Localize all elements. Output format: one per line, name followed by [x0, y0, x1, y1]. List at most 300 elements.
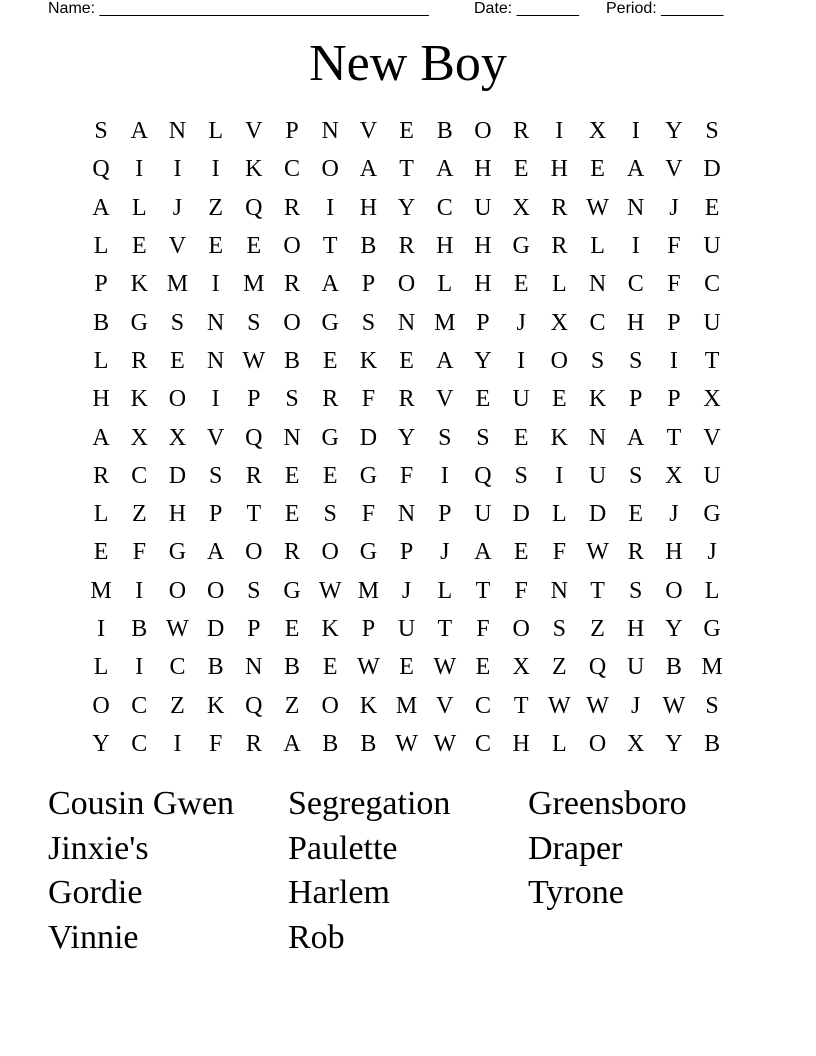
- grid-letter: E: [284, 501, 300, 528]
- grid-letter: R: [551, 233, 568, 260]
- grid-letter: W: [586, 539, 609, 566]
- grid-letter: D: [168, 462, 187, 489]
- grid-row: [82, 533, 732, 571]
- grid-letter: R: [245, 730, 262, 757]
- grid-letter: E: [322, 654, 338, 681]
- grid-row: [82, 112, 732, 150]
- grid-letter: X: [588, 118, 607, 145]
- grid-letter: W: [433, 654, 457, 681]
- grid-letter: A: [206, 539, 225, 566]
- grid-letter: N: [321, 118, 339, 145]
- grid-letter: L: [93, 654, 109, 681]
- grid-letter: S: [247, 309, 261, 336]
- grid-letter: F: [667, 233, 681, 260]
- grid-letter: E: [322, 347, 338, 374]
- grid-letter: H: [512, 730, 530, 757]
- grid-letter: P: [361, 271, 376, 298]
- grid-letter: G: [321, 309, 339, 336]
- grid-letter: O: [283, 233, 301, 260]
- grid-letter: S: [629, 462, 643, 489]
- grid-letter: H: [474, 156, 492, 183]
- word-bank-item: Harlem: [288, 874, 390, 912]
- grid-letter: U: [703, 462, 721, 489]
- word-bank: [48, 782, 768, 961]
- grid-letter: O: [397, 271, 416, 298]
- grid-letter: Z: [552, 654, 567, 681]
- grid-letter: R: [322, 386, 339, 413]
- grid-letter: A: [92, 194, 110, 221]
- grid-letter: G: [703, 616, 721, 642]
- grid-letter: N: [206, 347, 225, 374]
- grid-letter: O: [206, 577, 225, 604]
- grid-letter: W: [548, 692, 571, 719]
- grid-letter: O: [512, 616, 530, 642]
- grid-letter: D: [512, 501, 530, 528]
- grid-letter: H: [168, 501, 187, 528]
- word-bank-item: Cousin Gwen: [48, 785, 235, 822]
- grid-letter: G: [359, 539, 378, 566]
- grid-letter: E: [590, 156, 605, 183]
- grid-letter: Y: [397, 194, 416, 221]
- grid-letter: R: [284, 194, 301, 221]
- word-bank-item: Rob: [288, 919, 345, 957]
- grid-letter: C: [131, 692, 148, 719]
- grid-letter: R: [513, 118, 530, 145]
- grid-letter: Y: [397, 424, 416, 451]
- grid-letter: X: [550, 309, 569, 336]
- grid-letter: O: [245, 539, 263, 566]
- word-bank-item: Draper: [528, 829, 623, 867]
- grid-letter: Z: [131, 501, 147, 528]
- grid-letter: B: [93, 309, 110, 336]
- grid-letter: Z: [284, 692, 300, 719]
- grid-row: [82, 725, 732, 763]
- grid-letter: O: [92, 692, 110, 719]
- grid-letter: C: [589, 309, 606, 336]
- grid-letter: O: [474, 118, 492, 145]
- grid-letter: W: [662, 692, 686, 719]
- grid-letter: S: [705, 692, 719, 719]
- grid-letter: E: [513, 271, 529, 298]
- grid-letter: P: [247, 616, 261, 642]
- grid-letter: I: [135, 654, 144, 681]
- grid-letter: Y: [665, 616, 683, 642]
- grid-row: [82, 495, 732, 533]
- date-label: Date:: [474, 0, 513, 17]
- grid-letter: B: [360, 730, 377, 757]
- grid-letter: N: [397, 501, 416, 528]
- grid-letter: M: [701, 654, 723, 681]
- grid-row: [82, 686, 732, 724]
- grid-letter: O: [321, 539, 339, 566]
- grid-letter: I: [631, 118, 640, 145]
- grid-letter: O: [321, 156, 339, 183]
- grid-letter: V: [168, 233, 187, 260]
- grid-letter: U: [512, 386, 530, 413]
- grid-letter: O: [168, 577, 187, 604]
- grid-row: [82, 150, 732, 188]
- grid-letter: I: [211, 386, 220, 413]
- grid-letter: E: [208, 233, 223, 260]
- grid-letter: Z: [208, 194, 223, 221]
- grid-letter: E: [93, 539, 109, 566]
- grid-letter: L: [93, 233, 109, 260]
- grid-letter: S: [552, 616, 567, 642]
- grid-letter: E: [513, 539, 529, 566]
- word-bank-item: Gordie: [48, 874, 143, 912]
- grid-letter: Q: [245, 424, 263, 451]
- grid-letter: X: [512, 654, 530, 681]
- grid-letter: T: [590, 577, 605, 604]
- grid-letter: S: [476, 424, 490, 451]
- grid-letter: A: [474, 539, 492, 566]
- grid-letter: W: [586, 194, 609, 221]
- grid-letter: R: [284, 271, 301, 298]
- grid-letter: I: [211, 156, 220, 183]
- word-bank-item: Segregation: [288, 785, 451, 822]
- grid-letter: Y: [474, 347, 492, 374]
- grid-letter: C: [131, 462, 148, 489]
- grid-letter: R: [398, 233, 415, 260]
- grid-letter: Q: [92, 156, 110, 183]
- grid-letter: E: [475, 654, 491, 681]
- grid-letter: R: [131, 347, 148, 374]
- grid-letter: B: [207, 654, 224, 681]
- grid-letter: A: [627, 156, 645, 183]
- grid-letter: I: [440, 462, 449, 489]
- grid-letter: W: [166, 616, 189, 642]
- grid-letter: N: [283, 424, 301, 451]
- grid-letter: K: [359, 347, 378, 374]
- grid-letter: B: [436, 118, 453, 145]
- grid-letter: T: [399, 156, 414, 183]
- grid-letter: V: [703, 424, 721, 451]
- grid-letter: F: [552, 539, 567, 566]
- grid-letter: E: [322, 462, 338, 489]
- grid-letter: X: [168, 424, 187, 451]
- name-blank: _____________________________________: [99, 0, 429, 17]
- grid-letter: S: [629, 577, 643, 604]
- period-label: Period:: [606, 0, 657, 17]
- grid-letter: F: [514, 577, 528, 604]
- grid-letter: S: [705, 118, 719, 145]
- grid-letter: R: [627, 539, 644, 566]
- grid-letter: R: [284, 539, 301, 566]
- grid-letter: P: [667, 309, 681, 336]
- grid-letter: E: [475, 386, 491, 413]
- period-blank: _______: [661, 0, 724, 17]
- grid-letter: J: [516, 309, 526, 336]
- grid-letter: G: [130, 309, 148, 336]
- date-field: [474, 0, 579, 18]
- grid-letter: F: [361, 501, 376, 528]
- period-field: [606, 0, 723, 18]
- grid-letter: T: [437, 616, 453, 642]
- grid-letter: Y: [92, 730, 110, 757]
- grid-letter: E: [399, 118, 414, 145]
- grid-letter: V: [436, 386, 454, 413]
- grid-letter: A: [92, 424, 110, 451]
- grid-letter: O: [588, 730, 607, 757]
- grid-letter: P: [476, 309, 490, 336]
- grid-letter: J: [669, 501, 679, 528]
- grid-letter: I: [631, 233, 640, 260]
- grid-letter: E: [399, 654, 414, 681]
- grid-letter: E: [284, 462, 300, 489]
- grid-letter: B: [284, 347, 301, 374]
- grid-letter: O: [168, 386, 187, 413]
- grid-letter: L: [131, 194, 147, 221]
- word-bank-item: Tyrone: [528, 874, 624, 912]
- grid-letter: L: [93, 347, 109, 374]
- grid-letter: C: [474, 692, 491, 719]
- name-label: Name:: [48, 0, 96, 17]
- grid-letter: R: [398, 386, 415, 413]
- grid-letter: H: [550, 156, 569, 183]
- date-blank: _______: [516, 0, 579, 17]
- grid-letter: G: [703, 501, 721, 528]
- grid-row: [82, 457, 732, 495]
- grid-letter: Q: [245, 194, 263, 221]
- grid-letter: D: [703, 156, 721, 183]
- grid-letter: E: [552, 386, 567, 413]
- grid-row: [82, 303, 732, 341]
- grid-letter: B: [360, 233, 377, 260]
- grid-letter: F: [361, 386, 376, 413]
- grid-letter: C: [627, 271, 644, 298]
- word-bank-item: Greensboro: [528, 785, 687, 822]
- grid-letter: T: [666, 424, 682, 451]
- grid-letter: Z: [590, 616, 605, 642]
- grid-letter: O: [321, 692, 339, 719]
- grid-letter: A: [321, 271, 339, 298]
- grid-letter: X: [512, 194, 530, 221]
- grid-letter: S: [514, 462, 528, 489]
- grid-letter: I: [211, 271, 220, 298]
- grid-letter: C: [131, 730, 148, 757]
- word-bank-item: Paulette: [288, 829, 398, 867]
- grid-letter: S: [438, 424, 452, 451]
- grid-letter: W: [318, 577, 342, 604]
- grid-letter: P: [247, 386, 261, 413]
- grid-letter: R: [93, 462, 110, 489]
- grid-letter: W: [357, 654, 380, 681]
- grid-letter: K: [588, 386, 607, 413]
- grid-letter: X: [703, 386, 721, 413]
- grid-letter: C: [474, 730, 491, 757]
- grid-row: [82, 189, 732, 227]
- grid-letter: L: [437, 577, 453, 604]
- grid-letter: M: [357, 577, 380, 604]
- grid-letter: G: [321, 424, 339, 451]
- grid-letter: J: [631, 692, 641, 719]
- grid-letter: M: [90, 577, 112, 604]
- grid-letter: L: [590, 233, 605, 260]
- grid-letter: F: [399, 462, 414, 489]
- grid-letter: N: [588, 424, 607, 451]
- grid-letter: I: [97, 616, 106, 642]
- grid-letter: F: [208, 730, 223, 757]
- grid-letter: J: [440, 539, 450, 566]
- grid-row: [82, 380, 732, 418]
- grid-letter: E: [513, 424, 529, 451]
- grid-letter: L: [704, 577, 720, 604]
- grid-letter: R: [245, 462, 262, 489]
- grid-letter: O: [283, 309, 301, 336]
- grid-letter: F: [476, 616, 490, 642]
- grid-letter: P: [667, 386, 681, 413]
- grid-letter: P: [438, 501, 452, 528]
- grid-letter: K: [321, 616, 339, 642]
- grid-letter: H: [665, 539, 683, 566]
- grid-letter: L: [552, 501, 567, 528]
- grid-letter: V: [665, 156, 683, 183]
- grid-letter: D: [206, 616, 225, 642]
- grid-letter: U: [474, 194, 492, 221]
- grid-letter: N: [627, 194, 645, 221]
- grid-letter: T: [513, 692, 529, 719]
- grid-letter: K: [359, 692, 378, 719]
- grid-letter: O: [665, 577, 683, 604]
- grid-letter: Q: [474, 462, 492, 489]
- grid-letter: B: [665, 654, 682, 681]
- grid-row: [82, 418, 732, 456]
- grid-letter: E: [246, 233, 262, 260]
- grid-letter: T: [322, 233, 338, 260]
- grid-letter: D: [588, 501, 607, 528]
- grid-letter: T: [704, 347, 720, 374]
- grid-letter: S: [247, 577, 261, 604]
- grid-letter: N: [588, 271, 607, 298]
- grid-letter: J: [401, 577, 412, 604]
- grid-letter: S: [590, 347, 605, 374]
- grid-row: [82, 572, 732, 610]
- grid-letter: H: [627, 616, 645, 642]
- grid-letter: S: [285, 386, 299, 413]
- grid-letter: C: [169, 654, 186, 681]
- grid-letter: N: [397, 309, 416, 336]
- grid-letter: M: [395, 692, 418, 719]
- word-bank-item: Vinnie: [48, 919, 139, 957]
- grid-letter: A: [627, 424, 645, 451]
- grid-letter: F: [667, 271, 681, 298]
- grid-letter: K: [206, 692, 225, 719]
- grid-letter: W: [586, 692, 609, 719]
- grid-letter: T: [475, 577, 491, 604]
- grid-letter: S: [629, 347, 643, 374]
- grid-letter: P: [285, 118, 299, 145]
- grid-letter: S: [94, 118, 108, 145]
- grid-letter: Y: [665, 730, 683, 757]
- grid-letter: M: [166, 271, 189, 298]
- grid-letter: A: [436, 347, 454, 374]
- grid-letter: X: [627, 730, 645, 757]
- grid-letter: E: [513, 156, 529, 183]
- grid-letter: I: [326, 194, 335, 221]
- grid-letter: E: [704, 194, 720, 221]
- grid-letter: T: [246, 501, 262, 528]
- grid-letter: F: [132, 539, 146, 566]
- name-field: [48, 0, 429, 18]
- grid-letter: B: [322, 730, 339, 757]
- grid-letter: A: [130, 118, 148, 145]
- grid-letter: K: [130, 271, 148, 298]
- grid-letter: U: [474, 501, 492, 528]
- grid-letter: O: [550, 347, 569, 374]
- grid-letter: P: [361, 616, 376, 642]
- grid-letter: E: [399, 347, 414, 374]
- grid-row: [82, 610, 732, 648]
- grid-letter: H: [627, 309, 645, 336]
- grid-letter: C: [436, 194, 453, 221]
- grid-letter: A: [359, 156, 378, 183]
- grid-letter: N: [168, 118, 187, 145]
- grid-letter: K: [130, 386, 148, 413]
- grid-letter: S: [170, 309, 185, 336]
- grid-letter: N: [245, 654, 263, 681]
- grid-letter: Z: [170, 692, 185, 719]
- grid-letter: S: [323, 501, 337, 528]
- grid-letter: V: [359, 118, 378, 145]
- grid-letter: E: [628, 501, 644, 528]
- grid-letter: I: [173, 730, 182, 757]
- grid-letter: L: [93, 501, 109, 528]
- grid-letter: A: [436, 156, 454, 183]
- grid-letter: K: [245, 156, 263, 183]
- grid-letter: E: [131, 233, 147, 260]
- grid-letter: K: [550, 424, 569, 451]
- grid-row: [82, 265, 732, 303]
- grid-letter: A: [283, 730, 301, 757]
- grid-row: [82, 648, 732, 686]
- grid-letter: X: [665, 462, 683, 489]
- grid-letter: G: [359, 462, 378, 489]
- grid-letter: V: [436, 692, 454, 719]
- grid-letter: P: [94, 271, 108, 298]
- grid-letter: J: [669, 194, 679, 221]
- grid-letter: I: [669, 347, 678, 374]
- grid-letter: S: [361, 309, 376, 336]
- grid-letter: C: [284, 156, 301, 183]
- grid-letter: U: [397, 616, 416, 642]
- grid-letter: L: [208, 118, 223, 145]
- grid-letter: I: [517, 347, 526, 374]
- grid-letter: I: [555, 118, 564, 145]
- grid-letter: P: [399, 539, 414, 566]
- grid-letter: J: [172, 194, 183, 221]
- grid-letter: I: [135, 156, 144, 183]
- grid-letter: U: [703, 233, 721, 260]
- grid-letter: H: [474, 233, 492, 260]
- grid-letter: E: [284, 616, 300, 642]
- grid-letter: I: [135, 577, 144, 604]
- grid-letter: G: [168, 539, 187, 566]
- grid-letter: Q: [588, 654, 607, 681]
- word-bank-item: Jinxie's: [48, 829, 149, 867]
- grid-letter: L: [552, 730, 567, 757]
- grid-letter: B: [131, 616, 148, 642]
- grid-letter: H: [359, 194, 378, 221]
- grid-letter: U: [703, 309, 721, 336]
- grid-letter: G: [283, 577, 301, 604]
- grid-letter: H: [474, 271, 492, 298]
- grid-letter: W: [242, 347, 266, 374]
- grid-letter: B: [284, 654, 301, 681]
- grid-letter: V: [206, 424, 225, 451]
- grid-letter: M: [434, 309, 456, 336]
- grid-letter: H: [436, 233, 454, 260]
- grid-letter: Y: [665, 118, 683, 145]
